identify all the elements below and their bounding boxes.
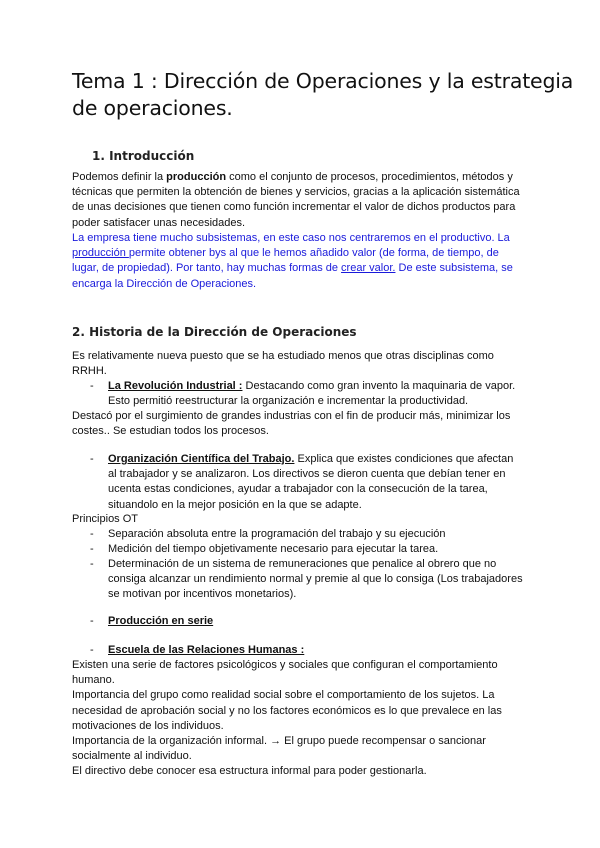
intro-line-3: de unas decisiones que tienen como función incrementar el valor de dichos productos para [72, 201, 516, 214]
title-line-1: Tema 1 : Dirección de Operaciones y la estrategia [72, 69, 574, 93]
revolucion-item: La Revolución Industrial : Destacando como gran invento la maquinaria de vapor. Esto permitió reestructurar la organización e incrementar la productividad. [108, 380, 516, 408]
bullet-dash: - [90, 615, 94, 627]
ocp-label: Organización Científica del Trabajo. [108, 453, 295, 465]
crear-valor-underlined: crear valor. [341, 262, 396, 275]
bullet-dash: - [90, 453, 94, 465]
principio-item: Separación absoluta entre la programación del trabajo y su ejecución [108, 528, 446, 540]
intro-line-1: Podemos definir la producción como el conjunto de procesos, procedimientos, métodos y [72, 171, 513, 183]
bullet-dash: - [90, 558, 94, 570]
principio-item: Determinación de un sistema de remuneraciones que penalice al obrero que no consiga alcanzar un rendimiento normal y premie al que lo consiga (Los trabajadores se motivan por incentivos monetarios). [108, 558, 523, 601]
document-title [72, 68, 574, 122]
subsystem-paragraph [72, 231, 513, 292]
intro-line-2: técnicas que permiten la obtención de bienes y servicios, gracias a la aplicación sistemática [72, 186, 520, 199]
escuela-paragraph: Existen una serie de factores psicológicos y sociales que configuran el comportamiento humano. Importancia del grupo como realidad social sobre el comportamiento de los sujetos. La necesidad de aprobación social y no los factores económicos es lo que prevalece en las motivaciones de los individuos. Importancia de la organización informal. → El grupo puede recompensar o sancionar socialmente al individuo. El directivo debe conocer esa estructura informal para poder gestionarla. [72, 659, 502, 778]
intro-paragraph [72, 170, 520, 231]
ocp-item: Organización Científica del Trabajo. Explica que existes condiciones que afectan al trabajador y se analizaron. Los directivos se dieron cuenta que debían tener en ucenta estas condiciones, ayudar a trabajador con la consecución de la tarea, situandolo en la mejor posición en la que se adapte. [108, 453, 514, 511]
produccion-underlined: producción [72, 247, 129, 260]
bullet-dash: - [90, 644, 94, 656]
subsystem-line-2: producción permite obtener bys al que le hemos añadido valor (de forma, de tiempo, de [72, 247, 499, 260]
principios-label: Principios OT [72, 513, 139, 525]
bullet-dash: - [90, 380, 94, 392]
section-1-heading: 1. Introducción [92, 149, 195, 163]
produccion-term: producción [166, 171, 227, 183]
bullet-dash: - [90, 528, 94, 540]
revolucion-label: La Revolución Industrial : [108, 380, 243, 392]
principio-item: Medición del tiempo objetivamente necesario para ejecutar la tarea. [108, 543, 439, 555]
subsystem-line-3: lugar, de propiedad). Por tanto, hay muchas formas de crear valor. De este subsistema, se [72, 262, 513, 275]
subsystem-line-1: La empresa tiene mucho subsistemas, en este caso nos centraremos en el productivo. La [72, 232, 510, 244]
intro-line-4: poder satisfacer unas necesidades. [72, 216, 246, 229]
produccion-serie-item: Producción en serie [108, 615, 214, 627]
section-2-heading: 2. Historia de la Dirección de Operaciones [72, 325, 357, 339]
escuela-label: Escuela de las Relaciones Humanas : [108, 644, 305, 656]
subsystem-line-4: encarga la Dirección de Operaciones. [72, 277, 257, 290]
bullet-dash: - [90, 543, 94, 555]
title-line-2: de operaciones. [72, 96, 233, 120]
history-intro: Es relativamente nueva puesto que se ha estudiado menos que otras disciplinas como RRHH. [72, 350, 494, 378]
destaco-paragraph: Destacó por el surgimiento de grandes industrias con el fin de producir más, minimizar los costes.. Se estudian todos los procesos. [72, 410, 511, 438]
